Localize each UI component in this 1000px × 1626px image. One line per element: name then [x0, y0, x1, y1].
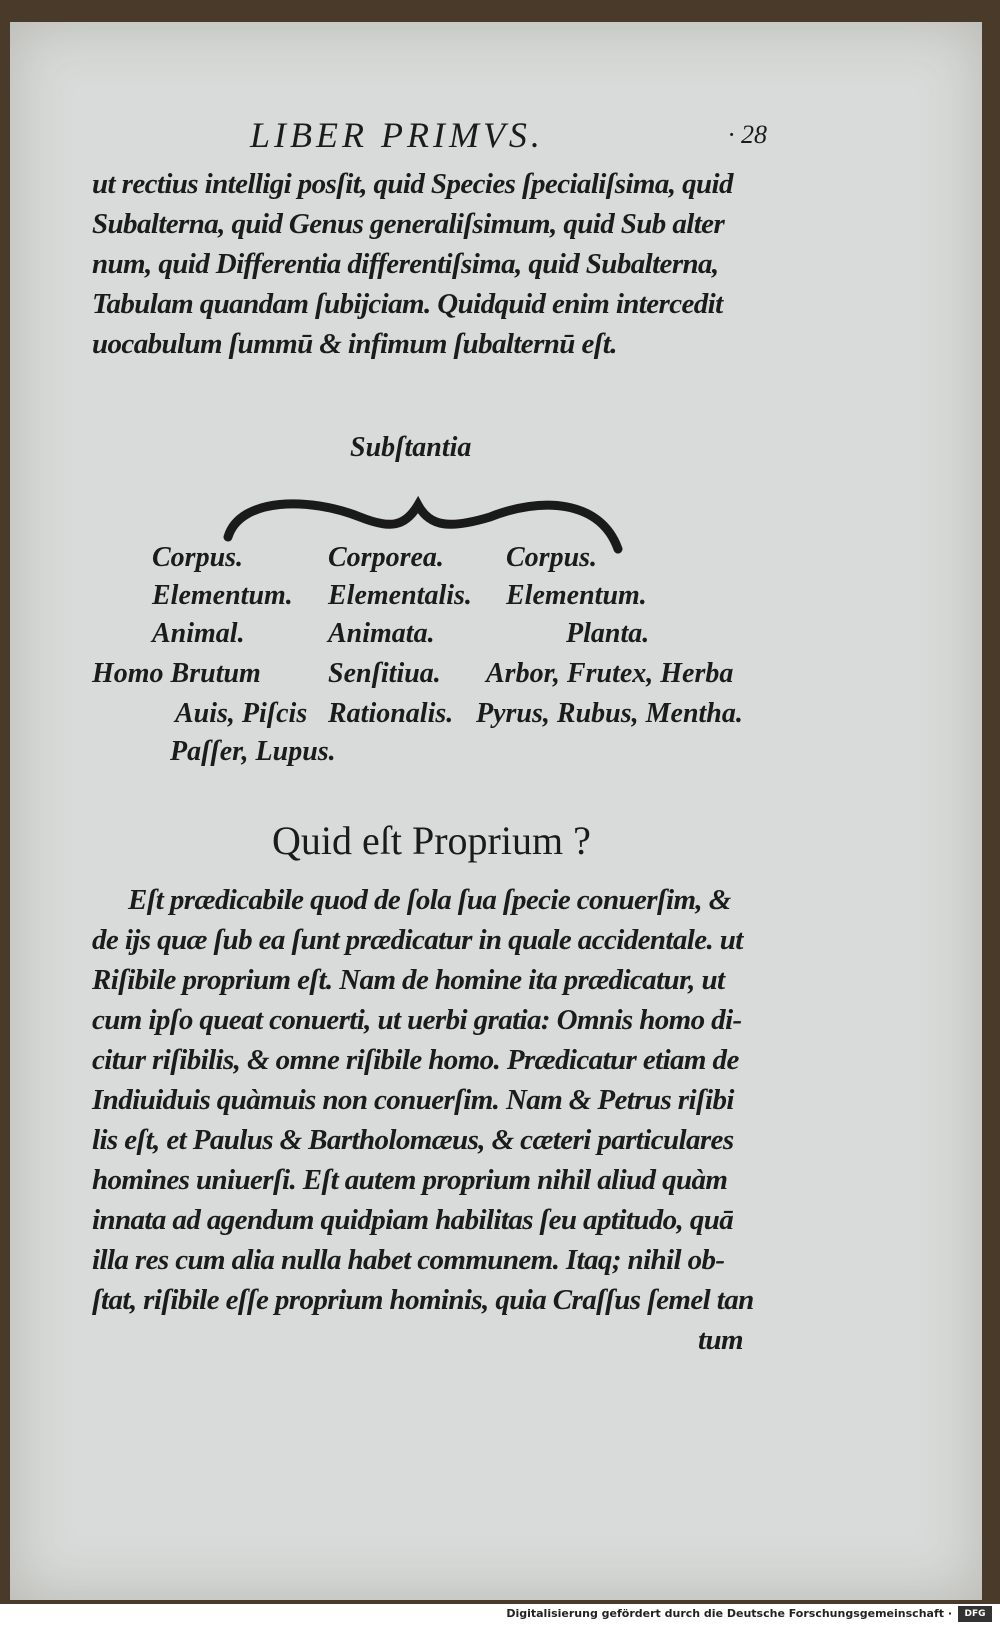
tree-cell: Corpus.: [152, 542, 244, 573]
tree-cell: Senſitiua.: [328, 658, 441, 689]
body-line: cum ipſo queat conuerti, ut uerbi gratia: Omnis homo di-: [92, 1004, 742, 1036]
footer-credit: Digitalisierung gefördert durch die Deutsche Forschungsgemeinschaft ·: [506, 1607, 952, 1620]
intro-line: num, quid Differentia differentiſsima, quid Subalterna,: [92, 248, 719, 280]
tree-cell: Rationalis.: [328, 698, 454, 729]
tree-cell: Planta.: [566, 618, 650, 649]
intro-line: uocabulum ſummū & infimum ſubalternū eſt.: [92, 328, 617, 360]
running-title: LIBER PRIMVS.: [250, 115, 544, 155]
body-line: Riſibile proprium eſt. Nam de homine ita prædicatur, ut: [92, 964, 725, 996]
body-line: ſtat, riſibile eſſe proprium hominis, quia Craſſus ſemel tan: [92, 1284, 754, 1316]
book-page: [10, 22, 982, 1600]
body-line: Eſt prædicabile quod de ſola ſua ſpecie conuerſim, &: [128, 884, 731, 916]
tree-cell: Elementum.: [152, 580, 293, 611]
tree-cell: Animata.: [328, 618, 435, 649]
dfg-logo-icon: DFG: [958, 1606, 992, 1622]
intro-line: Subalterna, quid Genus generaliſsimum, quid Sub alter: [92, 208, 725, 240]
tree-cell: Elementum.: [506, 580, 647, 611]
intro-line: Tabulam quandam ſubijciam. Quidquid enim intercedit: [92, 288, 723, 320]
tree-cell: Corpus.: [506, 542, 598, 573]
tree-cell: Auis, Piſcis: [175, 698, 308, 729]
tree-cell: Elementalis.: [328, 580, 472, 611]
tree-cell: Arbor, Frutex, Herba: [486, 658, 734, 689]
tree-cell: Animal.: [152, 618, 245, 649]
page-number: · 28: [728, 120, 767, 149]
body-line: illa res cum alia nulla habet communem. Itaq; nihil ob-: [92, 1244, 725, 1276]
catchword: tum: [698, 1324, 743, 1356]
tree-cell: Corporea.: [328, 542, 444, 573]
body-line: lis eſt, et Paulus & Bartholomæus, & cæteri particulares: [92, 1124, 734, 1156]
tree-cell: Homo Brutum: [92, 658, 261, 689]
body-line: de ijs quæ ſub ea ſunt prædicatur in quale accidentale. ut: [92, 924, 743, 956]
body-line: Indiuiduis quàmuis non conuerſim. Nam & Petrus riſibi: [92, 1084, 734, 1116]
body-line: homines uniuerſi. Eſt autem proprium nihil aliud quàm: [92, 1164, 728, 1196]
intro-line: ut rectius intelligi posſit, quid Species ſpecialiſsima, quid: [92, 168, 733, 200]
section-heading: Quid eſt Proprium ?: [272, 818, 591, 863]
body-line: citur riſibilis, & omne riſibile homo. Prædicatur etiam de: [92, 1044, 739, 1076]
body-line: innata ad agendum quidpiam habilitas ſeu aptitudo, quā: [92, 1204, 734, 1236]
tree-cell: Paſſer, Lupus.: [170, 736, 336, 767]
tree-cell: Pyrus, Rubus, Mentha.: [476, 698, 743, 729]
tree-root: Subſtantia: [350, 432, 472, 463]
